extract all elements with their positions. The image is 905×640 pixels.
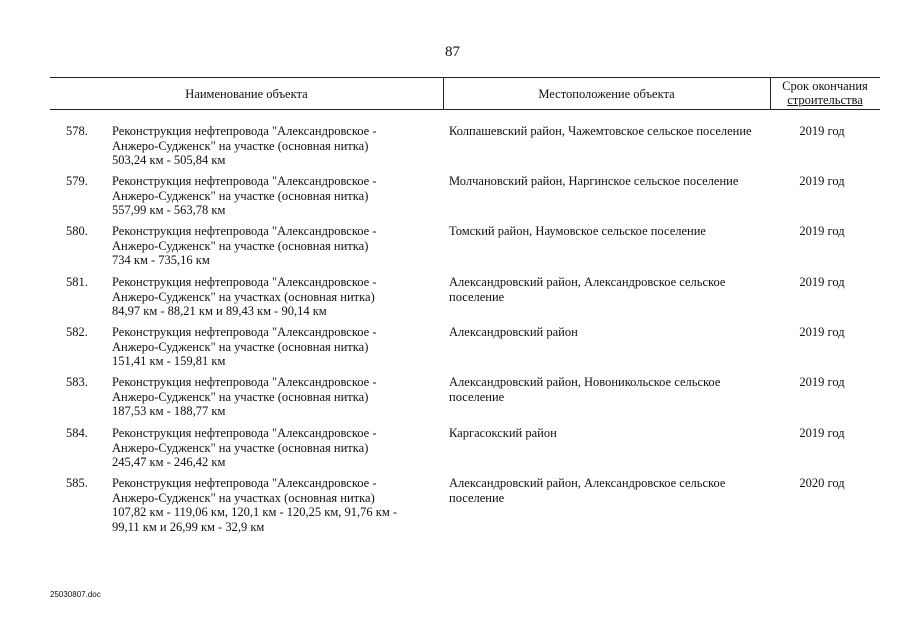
object-location-line: Томский район, Наумовское сельское поселение	[449, 224, 706, 238]
object-name-line: Анжеро-Судженск" на участке (основная нитка)	[112, 389, 369, 404]
completion-term: 2019 год	[799, 174, 845, 188]
object-location-line: Каргасокский район	[449, 426, 557, 440]
object-location	[449, 375, 749, 404]
completion-term: 2019 год	[799, 375, 845, 389]
completion-term: 2019 год	[799, 325, 845, 339]
object-name-line: Анжеро-Судженск" на участке (основная нитка)	[112, 238, 369, 253]
object-location-line: Александровский район, Александровское сельское	[449, 275, 726, 289]
object-name-line: 557,99 км - 563,78 км	[112, 203, 226, 217]
object-name-line: 245,47 км - 246,42 км	[112, 455, 226, 469]
object-name-line: Реконструкция нефтепровода "Александровское -	[112, 426, 377, 440]
object-location-line: поселение	[449, 289, 505, 304]
object-location	[449, 174, 749, 189]
object-name	[112, 224, 412, 268]
object-name-line: Анжеро-Судженск" на участке (основная нитка)	[112, 440, 369, 455]
object-name-line: 503,24 км - 505,84 км	[112, 153, 226, 167]
completion-term: 2019 год	[799, 275, 845, 289]
completion-term: 2019 год	[799, 224, 845, 238]
column-header-term-line1: Срок окончания	[782, 79, 868, 93]
object-location-line: Колпашевский район, Чажемтовское сельское поселение	[449, 124, 752, 138]
object-name	[112, 426, 412, 470]
object-location	[449, 275, 749, 304]
row-number: 584.	[66, 426, 88, 440]
object-name	[112, 375, 412, 419]
object-name-line: 187,53 км - 188,77 км	[112, 404, 226, 418]
object-location-line: Александровский район, Новоникольское сельское	[449, 375, 721, 389]
table-header-top-rule	[50, 77, 880, 78]
object-name	[112, 174, 412, 218]
object-location	[449, 476, 749, 505]
object-name	[112, 124, 412, 168]
row-number: 578.	[66, 124, 88, 138]
column-header-term-line2: строительства	[787, 93, 863, 107]
object-location-line: Александровский район, Александровское сельское	[449, 476, 726, 490]
row-number: 582.	[66, 325, 88, 339]
table-header-bottom-rule	[50, 109, 880, 110]
object-name-line: Анжеро-Судженск" на участке (основная нитка)	[112, 138, 369, 153]
object-name-line: 84,97 км - 88,21 км и 89,43 км - 90,14 км	[112, 304, 327, 318]
column-header-location: Местоположение объекта	[538, 87, 675, 101]
object-name	[112, 325, 412, 369]
object-name-line: 734 км - 735,16 км	[112, 253, 210, 267]
completion-term: 2019 год	[799, 426, 845, 440]
object-name-line: Реконструкция нефтепровода "Александровское -	[112, 174, 377, 188]
row-number: 585.	[66, 476, 88, 490]
completion-term: 2019 год	[799, 124, 845, 138]
object-name-line: 151,41 км - 159,81 км	[112, 354, 226, 368]
object-name-line: Анжеро-Судженск" на участках (основная нитка)	[112, 490, 375, 505]
object-name-line: Анжеро-Судженск" на участке (основная нитка)	[112, 339, 369, 354]
object-location-line: Молчановский район, Наргинское сельское поселение	[449, 174, 739, 188]
object-name-line: Реконструкция нефтепровода "Александровское -	[112, 224, 377, 238]
object-location	[449, 124, 752, 139]
row-number: 580.	[66, 224, 88, 238]
object-name-line: Анжеро-Судженск" на участках (основная нитка)	[112, 289, 375, 304]
row-number: 579.	[66, 174, 88, 188]
object-name	[112, 275, 412, 319]
object-name-line: Реконструкция нефтепровода "Александровское -	[112, 275, 377, 289]
object-location-line: Александровский район	[449, 325, 578, 339]
object-location	[449, 426, 749, 441]
object-name-line: 107,82 км - 119,06 км, 120,1 км - 120,25 км, 91,76 км -	[112, 505, 398, 519]
object-name	[112, 476, 412, 534]
object-name-line: Реконструкция нефтепровода "Александровское -	[112, 325, 377, 339]
object-name-line: Анжеро-Судженск" на участке (основная нитка)	[112, 188, 369, 203]
object-name-line: Реконструкция нефтепровода "Александровское -	[112, 124, 377, 138]
object-name-line: 99,11 км и 26,99 км - 32,9 км	[112, 519, 265, 534]
column-header-term	[770, 79, 880, 107]
object-location-line: поселение	[449, 389, 505, 404]
column-header-name: Наименование объекта	[185, 87, 308, 101]
document-filename: 25030807.doc	[50, 590, 101, 599]
completion-term: 2020 год	[799, 476, 845, 490]
page-number: 87	[445, 44, 460, 60]
object-name-line: Реконструкция нефтепровода "Александровское -	[112, 476, 377, 490]
object-name-line: Реконструкция нефтепровода "Александровское -	[112, 375, 377, 389]
row-number: 581.	[66, 275, 88, 289]
object-location	[449, 224, 749, 239]
row-number: 583.	[66, 375, 88, 389]
object-location-line: поселение	[449, 490, 505, 505]
object-location	[449, 325, 749, 340]
